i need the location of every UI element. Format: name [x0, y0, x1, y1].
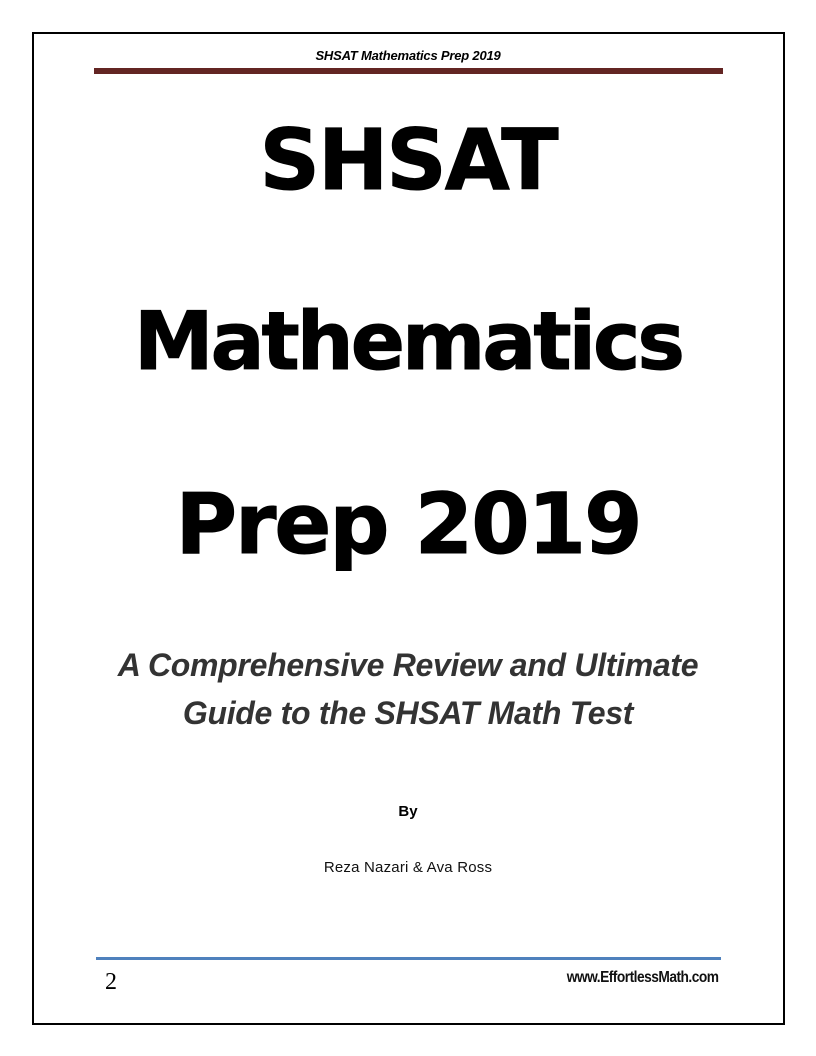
footer-rule	[96, 957, 721, 960]
authors: Reza Nazari & Ava Ross	[323, 859, 493, 876]
title-line-prep-2019: Prep 2019	[175, 475, 641, 573]
title-line-mathematics: Mathematics	[133, 295, 683, 388]
subtitle-line-1: A Comprehensive Review and Ultimate	[117, 647, 699, 683]
page-number: 2	[105, 969, 117, 995]
header-rule	[94, 68, 723, 74]
by-label: By	[398, 803, 418, 820]
title-line-shsat: SHSAT	[259, 111, 557, 209]
website-url: www.EffortlessMath.com	[566, 969, 718, 986]
subtitle-line-2: Guide to the SHSAT Math Test	[182, 695, 634, 731]
running-header: SHSAT Mathematics Prep 2019	[315, 48, 501, 63]
